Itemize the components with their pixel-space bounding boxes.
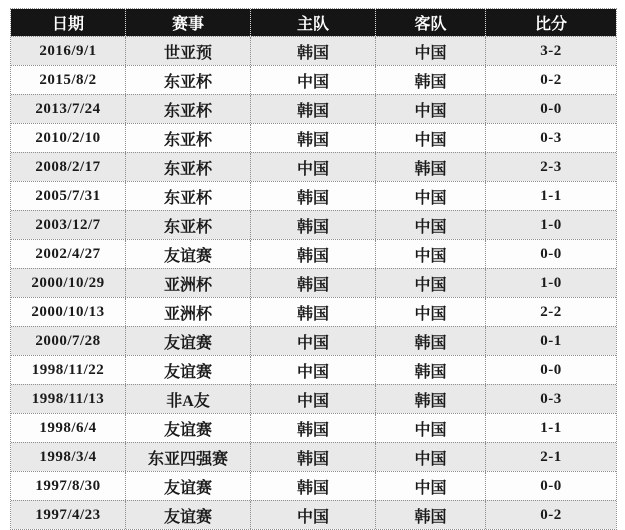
table-row — [11, 239, 616, 268]
cell-away-team: 中国 — [376, 37, 486, 65]
cell-home-team: 中国 — [251, 501, 376, 529]
table-row — [11, 355, 616, 384]
cell-date: 2000/10/13 — [11, 298, 126, 326]
cell-home-team: 韩国 — [251, 37, 376, 65]
cell-home-team: 韩国 — [251, 472, 376, 500]
cell-home-team: 韩国 — [251, 443, 376, 471]
cell-home-team: 韩国 — [251, 95, 376, 123]
cell-away-team: 中国 — [376, 414, 486, 442]
cell-away-team: 中国 — [376, 240, 486, 268]
cell-score: 0-0 — [540, 245, 562, 262]
cell-date: 1998/11/22 — [11, 356, 126, 384]
match-results-table — [10, 8, 617, 530]
table-row — [11, 413, 616, 442]
cell-score: 0-2 — [540, 506, 562, 523]
table-row — [11, 442, 616, 471]
cell-competition: 友谊赛 — [126, 414, 251, 442]
cell-score: 0-3 — [540, 129, 562, 146]
cell-home-team: 韩国 — [251, 240, 376, 268]
cell-away-team: 韩国 — [376, 501, 486, 529]
cell-score: 0-0 — [540, 477, 562, 494]
cell-date: 1997/8/30 — [11, 472, 126, 500]
cell-home-team: 韩国 — [251, 124, 376, 152]
cell-date: 2013/7/24 — [11, 95, 126, 123]
cell-home-team: 韩国 — [251, 269, 376, 297]
cell-away-team: 韩国 — [376, 153, 486, 181]
cell-home-team: 韩国 — [251, 182, 376, 210]
cell-competition: 世亚预 — [126, 37, 251, 65]
cell-competition: 非A友 — [126, 385, 251, 413]
column-header-date: 日期 — [11, 9, 126, 36]
table-row-clipped — [11, 500, 616, 529]
cell-home-team: 韩国 — [251, 414, 376, 442]
cell-score: 2-3 — [540, 158, 562, 175]
column-header-competition: 赛事 — [126, 9, 251, 36]
table-row — [11, 268, 616, 297]
cell-score: 1-0 — [540, 216, 562, 233]
cell-date: 2000/10/29 — [11, 269, 126, 297]
table-row — [11, 181, 616, 210]
column-header-score: 比分 — [534, 16, 567, 33]
cell-competition: 友谊赛 — [126, 327, 251, 355]
cell-home-team: 韩国 — [251, 298, 376, 326]
cell-score: 1-1 — [540, 419, 562, 436]
cell-away-team: 韩国 — [376, 327, 486, 355]
cell-date: 2010/2/10 — [11, 124, 126, 152]
cell-score: 1-0 — [540, 274, 562, 291]
cell-away-team: 韩国 — [376, 66, 486, 94]
cell-away-team: 中国 — [376, 269, 486, 297]
cell-score: 0-2 — [540, 71, 562, 88]
cell-competition: 东亚杯 — [126, 124, 251, 152]
cell-date: 2005/7/31 — [11, 182, 126, 210]
cell-competition: 东亚杯 — [126, 182, 251, 210]
column-header-home-team: 主队 — [251, 9, 376, 36]
cell-score: 3-2 — [540, 42, 562, 59]
cell-score: 0-1 — [540, 332, 562, 349]
cell-away-team: 中国 — [376, 443, 486, 471]
cell-home-team: 中国 — [251, 327, 376, 355]
cell-competition: 友谊赛 — [126, 472, 251, 500]
table-row — [11, 36, 616, 65]
cell-score: 0-0 — [540, 361, 562, 378]
cell-date: 2003/12/7 — [11, 211, 126, 239]
cell-date: 2016/9/1 — [11, 37, 126, 65]
cell-score: 1-1 — [540, 187, 562, 204]
table-row — [11, 152, 616, 181]
cell-competition: 友谊赛 — [126, 240, 251, 268]
cell-score: 0-3 — [540, 390, 562, 407]
cell-competition: 友谊赛 — [126, 501, 251, 529]
cell-competition: 东亚杯 — [126, 153, 251, 181]
cell-date: 1998/11/13 — [11, 385, 126, 413]
table-row — [11, 94, 616, 123]
cell-away-team: 中国 — [376, 124, 486, 152]
cell-date: 2002/4/27 — [11, 240, 126, 268]
cell-competition: 东亚杯 — [126, 95, 251, 123]
cell-score: 0-0 — [540, 100, 562, 117]
table-row — [11, 326, 616, 355]
cell-away-team: 中国 — [376, 182, 486, 210]
cell-home-team: 中国 — [251, 66, 376, 94]
cell-home-team: 中国 — [251, 153, 376, 181]
cell-competition: 东亚杯 — [126, 66, 251, 94]
cell-date: 1998/6/4 — [11, 414, 126, 442]
cell-away-team: 韩国 — [376, 356, 486, 384]
table-row — [11, 297, 616, 326]
table-row — [11, 471, 616, 500]
table-row — [11, 123, 616, 152]
cell-away-team: 中国 — [376, 298, 486, 326]
cell-away-team: 韩国 — [376, 385, 486, 413]
table-row — [11, 65, 616, 94]
cell-away-team: 中国 — [376, 472, 486, 500]
cell-competition: 友谊赛 — [126, 356, 251, 384]
table-header-row — [11, 9, 616, 36]
cell-away-team: 中国 — [376, 211, 486, 239]
cell-competition: 东亚杯 — [126, 211, 251, 239]
cell-competition: 亚洲杯 — [126, 298, 251, 326]
cell-competition: 东亚四强赛 — [126, 443, 251, 471]
cell-away-team: 中国 — [376, 95, 486, 123]
cell-home-team: 韩国 — [251, 211, 376, 239]
cell-competition: 亚洲杯 — [126, 269, 251, 297]
table-row — [11, 384, 616, 413]
cell-date: 2015/8/2 — [11, 66, 126, 94]
table-row — [11, 210, 616, 239]
cell-date: 2008/2/17 — [11, 153, 126, 181]
cell-date: 1997/4/23 — [11, 501, 126, 529]
cell-score: 2-2 — [540, 303, 562, 320]
cell-home-team: 中国 — [251, 385, 376, 413]
column-header-away-team: 客队 — [376, 9, 486, 36]
cell-date: 2000/7/28 — [11, 327, 126, 355]
cell-score: 2-1 — [540, 448, 562, 465]
cell-home-team: 中国 — [251, 356, 376, 384]
cell-date: 1998/3/4 — [11, 443, 126, 471]
